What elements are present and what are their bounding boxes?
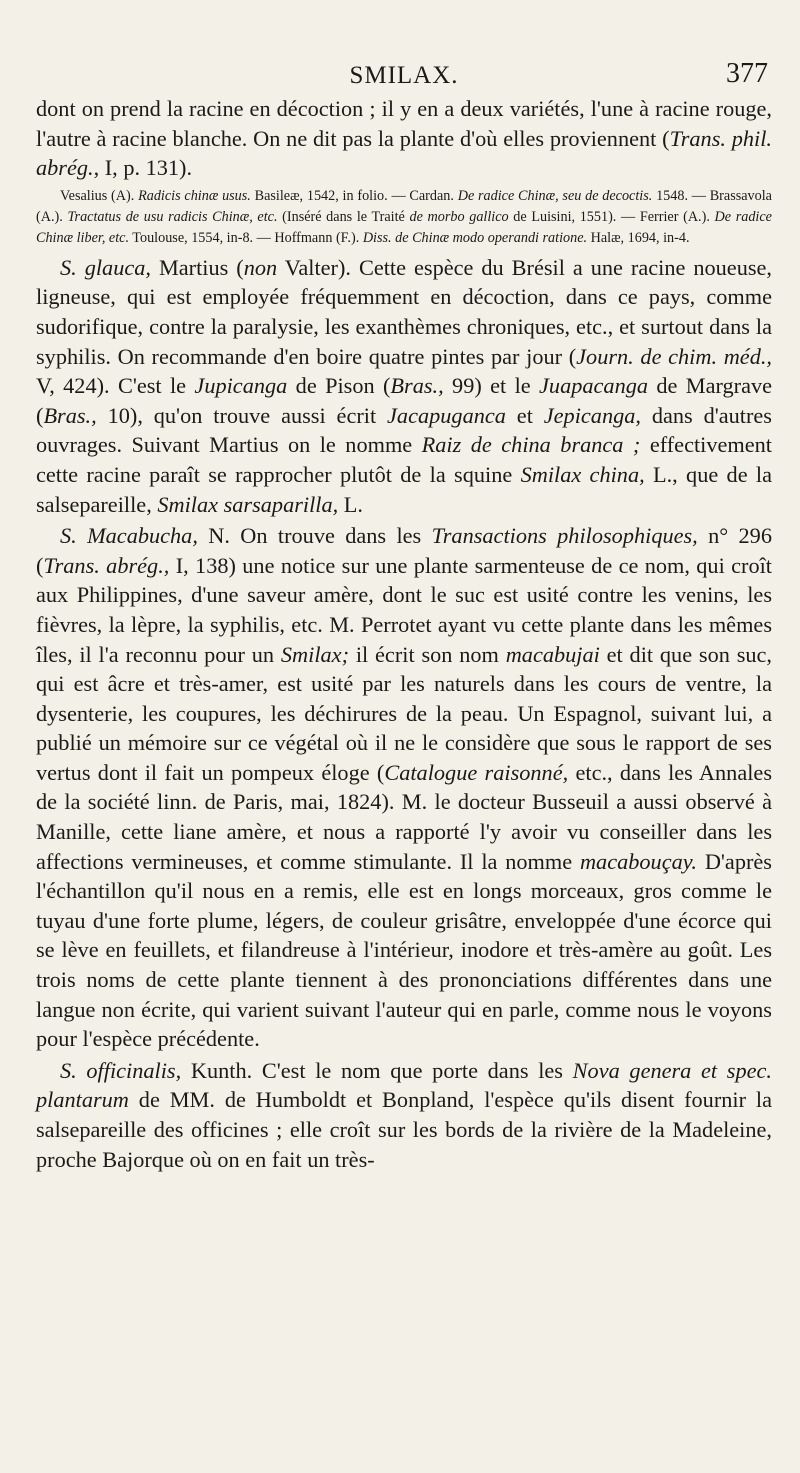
entry-officinalis — [36, 1056, 772, 1174]
text-run: il écrit son nom — [349, 641, 506, 667]
book-title: Tractatus de usu radicis Chinæ, etc. — [67, 208, 278, 225]
citation: Trans. phil. abrég. — [36, 125, 772, 181]
text-run: L. — [338, 491, 363, 517]
book-title: De radice Chinæ, seu de decoctis. — [457, 187, 653, 204]
text-run: etc., dans les Annales de la société linn. de Paris, mai, 1824). M. le docteur Busseuil a aussi observé à Manille, cette liane amère, et nous a rapporté l'y avoir vu conseiller dans les affections vermineuses, et comme stimulante. Il la nomme — [36, 759, 772, 874]
text-run: Vesalius (A). — [60, 187, 139, 204]
page-body — [36, 94, 772, 1174]
citation: Bras., — [390, 373, 444, 399]
species-name: Smilax china, — [520, 461, 645, 487]
text-run: de Margrave ( — [36, 373, 773, 428]
text-run: I, 138) une notice sur une plante sarmenteuse de ce nom, qui croît aux Philippines, d'une saveur amère, dont le suc est usité contre les venins, les fièvres, la lèpre, la syphilis, etc. M. Perrotet ayant vu cette plante dans les mêmes îles, il l'a reconnu pour un — [36, 552, 772, 667]
species-name: S. glauca, — [60, 254, 151, 280]
text-run: 10), qu'on trouve aussi écrit — [96, 402, 388, 428]
citation: Bras., — [43, 402, 97, 428]
citation: Trans. abrég., — [43, 552, 170, 578]
italic-run: Jepicanga, — [543, 402, 641, 428]
italic-run: Jupicanga — [194, 373, 288, 399]
intro-paragraph — [36, 94, 772, 183]
entry-glauca — [36, 253, 772, 519]
citation: Journ. de chim. méd., — [576, 343, 773, 369]
text-run: effectivement cette racine paraît se rapprocher plutôt de la squine — [36, 432, 772, 487]
italic-run: macabouçay. — [579, 848, 697, 874]
text-run: V, 424). C'est le — [36, 373, 195, 399]
bibliography-block — [36, 186, 772, 249]
text-run: L., que de la salsepareille, — [36, 461, 772, 517]
species-name: Smilax sarsaparilla, — [157, 491, 339, 517]
text-run: 1548. — Brassavola (A.). — [36, 187, 772, 225]
book-title: Radicis chinæ usus. — [138, 187, 251, 204]
text-run: N. On trouve dans les — [197, 523, 432, 549]
text-run: Halæ, 1694, in-4. — [587, 229, 690, 246]
text-run: n° 296 ( — [36, 523, 772, 578]
text-run: Toulouse, 1554, in-8. — Hoffmann (F.). — [129, 229, 363, 246]
citation: Catalogue raisonné, — [384, 759, 569, 785]
italic-run: Juapacanga — [539, 373, 649, 399]
species-name: S. Macabucha, — [60, 523, 198, 549]
text-run: dont on prend la racine en décoction ; il y en a deux variétés, l'une à racine rouge, l'autre à racine blanche. On ne dit pas la plante d'où elles proviennent ( — [36, 96, 772, 151]
entry-macabucha — [36, 521, 772, 1054]
text-run: 99) et le — [443, 373, 540, 399]
text-run: et dit que son suc, qui est âcre et très-amer, est usité par les naturels dans les cours de ventre, la dysenterie, les coupures, les déchirures de la peau. Un Espagnol, suivant lui, a publié un mémoire sur ce végétal où il ne le considère que sous le rapport de ses vertus dont il fait un pompeux éloge ( — [36, 641, 772, 785]
book-title: Diss. de Chinæ modo operandi ratione. — [362, 229, 588, 246]
text-run: de Luisini, 1551). — Ferrier (A.). — [508, 208, 715, 225]
species-name: S. officinalis, — [60, 1057, 182, 1083]
text-run: Kunth. C'est le nom que porte dans les — [181, 1057, 573, 1083]
citation: Transactions philosophiques, — [431, 523, 698, 549]
italic-run: Raiz de china branca ; — [421, 432, 641, 458]
text-run: Valter). Cette espèce du Brésil a une racine noueuse, ligneuse, qui est employée fréquemment en décoction, dans ce pays, comme sudorifique, contre la paralysie, les exanthèmes chroniques, etc., et surtout dans la syphilis. On recommande d'en boire quatre pintes par jour ( — [36, 254, 773, 369]
species-name: Smilax; — [280, 641, 350, 667]
text-run: , I, p. 131). — [93, 155, 193, 181]
italic-run: non — [243, 254, 278, 280]
italic-run: macabujai — [505, 641, 600, 667]
text-run: de Pison ( — [287, 373, 391, 399]
text-run: et — [505, 402, 544, 428]
book-title: de morbo gallico — [409, 208, 509, 225]
text-run: Martius ( — [150, 254, 244, 280]
citation: Nova genera et spec. plantarum — [36, 1057, 772, 1113]
text-run: Basileæ, 1542, in folio. — Cardan. — [250, 187, 458, 204]
page-number: 377 — [726, 58, 768, 89]
text-run: dans d'autres ouvrages. Suivant Martius on le nomme — [36, 402, 772, 458]
text-run: (Inséré dans le Traité — [277, 208, 410, 225]
text-run: D'après l'échantillon qu'il nous en a remis, elle est en longs morceaux, gros comme le tuyau d'une forte plume, légers, de couleur grisâtre, enveloppée d'une écorce qui se lève en feuillets, et filandreuse à l'intérieur, inodore et très-amère au goût. Les trois noms de cette plante tiennent à des prononciations différentes dans une langue non écrite, qui varient suivant l'auteur qui en parle, comme nous le voyons pour l'espèce précédente. — [36, 848, 772, 1052]
bibliography-paragraph — [36, 186, 772, 249]
italic-run: Jacapuganca — [387, 402, 506, 428]
page-header — [36, 58, 772, 94]
book-title: De radice Chinæ liber, etc. — [36, 208, 772, 246]
text-run: de MM. de Humboldt et Bonpland, l'espèce qu'ils disent fournir la salsepareille des officines ; elle croît sur les bords de la rivière de la Madeleine, proche Bajorque où on en fait un très- — [36, 1087, 772, 1172]
running-head: SMILAX. — [349, 62, 459, 89]
